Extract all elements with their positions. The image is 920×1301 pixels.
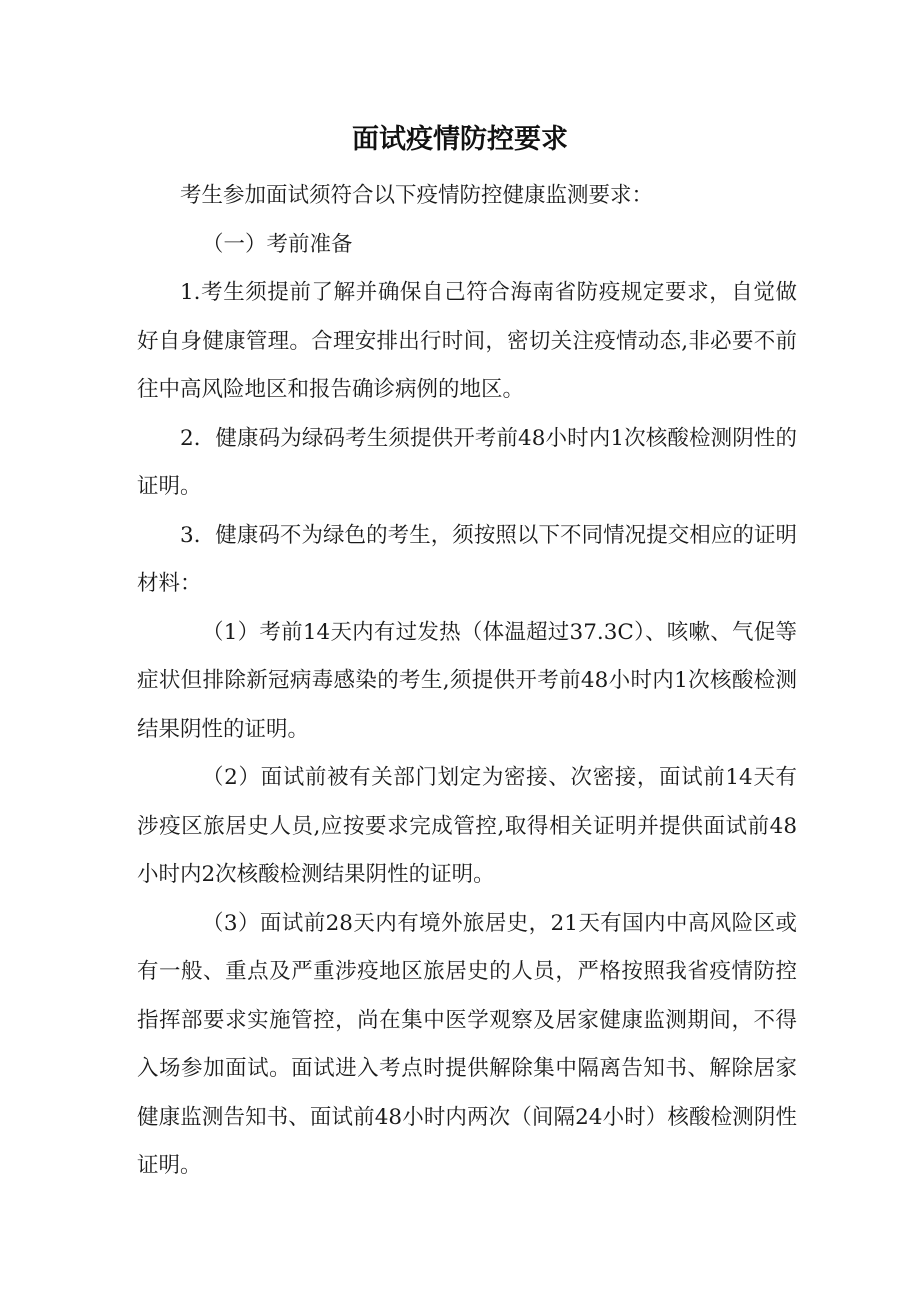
document-body [137,172,797,1191]
section-heading-exam-preparation: （一）考前准备 [202,231,353,257]
requirement-sub-item-1: （1）考前14天内有过发热（体温超过37.3C）、咳嗽、气促等症状但排除新冠病毒感染的考生,须提供开考前48小时内1次核酸检测结果阴性的证明。 [137,619,797,742]
requirement-item-1: 1.考生须提前了解并确保自己符合海南省防疫规定要求，自觉做好自身健康管理。合理安排出行时间，密切关注疫情动态,非必要不前往中高风险地区和报告确诊病例的地区。 [137,280,797,402]
requirement-item-2: 2．健康码为绿码考生须提供开考前48小时内1次核酸检测阴性的证明。 [137,425,797,499]
requirement-sub-item-2: （2）面试前被有关部门划定为密接、次密接，面试前14天有涉疫区旅居史人员,应按要求完成管控,取得相关证明并提供面试前48小时内2次核酸检测结果阴性的证明。 [137,765,797,887]
requirement-item-3: 3．健康码不为绿色的考生，须按照以下不同情况提交相应的证明材料： [137,522,797,596]
intro-paragraph: 考生参加面试须符合以下疫情防控健康监测要求： [180,183,654,208]
document-title: 面试疫情防控要求 [352,124,568,155]
requirement-sub-item-3: （3）面试前28天内有境外旅居史，21天有国内中高风险区或有一般、重点及严重涉疫地区旅居史的人员，严格按照我省疫情防控指挥部要求实施管控，尚在集中医学观察及居家健康监测期间，不得入场参加面试。面试进入考点时提供解除集中隔离告知书、解除居家健康监测告知书、面试前48小时内两次（间隔24小时）核酸检测阴性证明。 [137,910,797,1178]
